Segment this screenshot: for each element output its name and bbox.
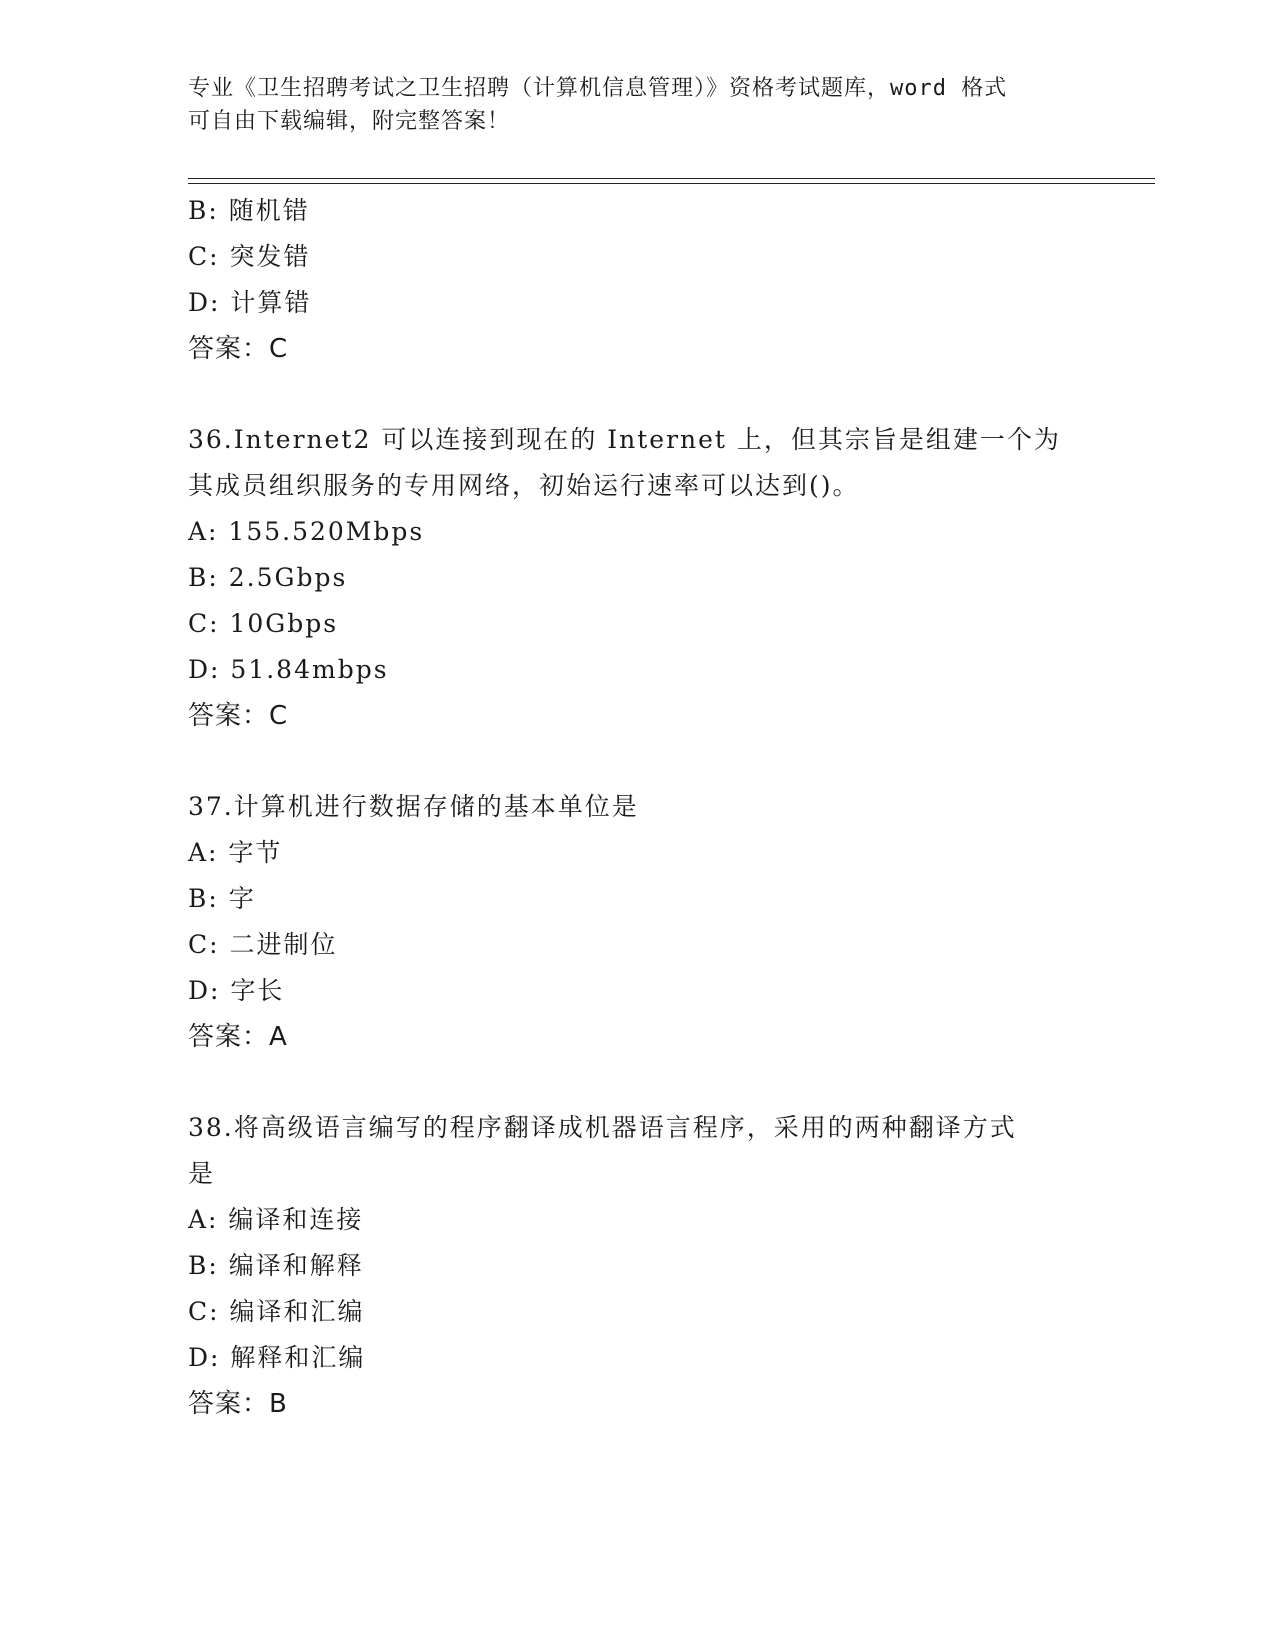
question-text-line-1: 38.将高级语言编写的程序翻译成机器语言程序，采用的两种翻译方式 xyxy=(188,1113,1017,1142)
option-b: B: 随机错 xyxy=(188,196,310,225)
question-gap xyxy=(188,1060,1088,1105)
option-c: C: 突发错 xyxy=(188,242,311,271)
question-gap xyxy=(188,739,1088,784)
question-35-tail xyxy=(188,188,1088,372)
option-b: B: 字 xyxy=(188,884,256,913)
option-c: C: 10Gbps xyxy=(188,609,339,638)
option-a: A: 字节 xyxy=(188,838,283,867)
answer-line: 答案：C xyxy=(188,701,289,731)
answer-line: 答案：B xyxy=(188,1389,288,1419)
header-rule-top xyxy=(188,178,1155,179)
option-b: B: 编译和解释 xyxy=(188,1251,364,1280)
option-d: D: 解释和汇编 xyxy=(188,1343,366,1372)
question-38 xyxy=(188,1105,1088,1427)
option-d: D: 字长 xyxy=(188,976,285,1005)
question-text-line-2: 是 xyxy=(188,1159,216,1188)
answer-line: 答案：A xyxy=(188,1022,288,1052)
answer-line: 答案：C xyxy=(188,334,289,364)
option-c: C: 二进制位 xyxy=(188,930,338,959)
question-text-line-1: 37.计算机进行数据存储的基本单位是 xyxy=(188,792,639,821)
option-b: B: 2.5Gbps xyxy=(188,563,348,592)
question-text-line-2: 其成员组织服务的专用网络，初始运行速率可以达到()。 xyxy=(188,471,860,500)
question-36 xyxy=(188,417,1088,739)
header-line-1: 专业《卫生招聘考试之卫生招聘（计算机信息管理）》资格考试题库，word 格式 xyxy=(188,76,1008,101)
option-c: C: 编译和汇编 xyxy=(188,1297,365,1326)
question-list xyxy=(188,188,1088,1427)
option-a: A: 155.520Mbps xyxy=(188,517,425,546)
question-37 xyxy=(188,784,1088,1060)
option-d: D: 计算错 xyxy=(188,288,312,317)
question-gap xyxy=(188,372,1088,417)
header-line-2: 可自由下载编辑，附完整答案！ xyxy=(188,109,511,134)
option-d: D: 51.84mbps xyxy=(188,655,389,684)
option-a: A: 编译和连接 xyxy=(188,1205,364,1234)
header-rule-bottom xyxy=(188,183,1155,184)
question-text-line-1: 36.Internet2 可以连接到现在的 Internet 上，但其宗旨是组建一个为 xyxy=(188,425,1061,454)
document-header xyxy=(188,72,1088,138)
